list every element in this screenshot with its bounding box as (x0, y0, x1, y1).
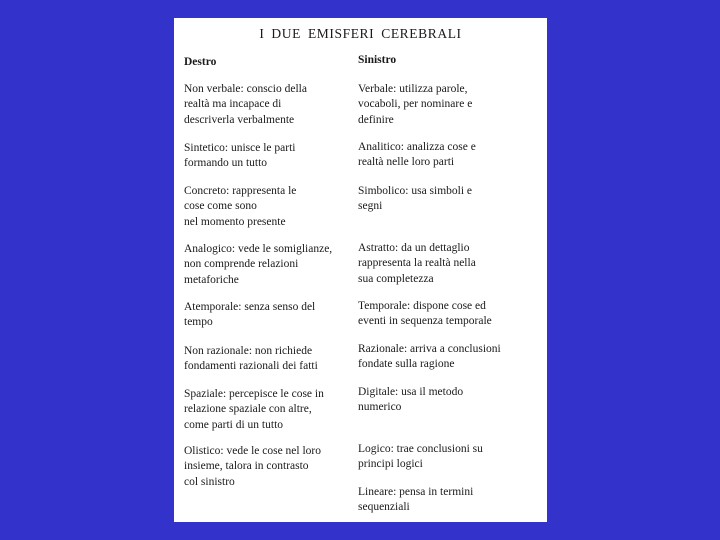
left-item-sintetico: Sintetico: unisce le parti formando un tutto (184, 142, 296, 170)
right-item-logico: Logico: trae conclusioni su principi logici (358, 443, 483, 471)
left-item-non-razionale: Non razionale: non richiede fondamenti razionali dei fatti (184, 345, 318, 373)
document-page (174, 18, 547, 522)
left-item-non-verbale: Non verbale: conscio della realtà ma incapace di descriverla verbalmente (184, 83, 307, 126)
left-item-spaziale: Spaziale: percepisce le cose in relazione spaziale con altre, come parti di un tutto (184, 388, 324, 431)
left-item-olistico: Olistico: vede le cose nel loro insieme, talora in contrasto col sinistro (184, 445, 322, 488)
left-item-concreto: Concreto: rappresenta le cose come sono nel momento presente (184, 185, 297, 228)
right-item-astratto: Astratto: da un dettaglio rappresenta la realtà nella sua completezza (358, 242, 476, 285)
left-column-heading: Destro (184, 56, 217, 68)
document-title: I DUE EMISFERI CEREBRALI (259, 26, 462, 41)
right-column-heading: Sinistro (358, 54, 397, 66)
left-item-analogico: Analogico: vede le somiglianze, non comprende relazioni metaforiche (184, 243, 333, 286)
right-item-temporale: Temporale: dispone cose ed eventi in sequenza temporale (358, 300, 492, 328)
right-item-digitale: Digitale: usa il metodo numerico (358, 386, 464, 414)
right-item-analitico: Analitico: analizza cose e realtà nelle loro parti (358, 141, 476, 169)
right-item-lineare: Lineare: pensa in termini sequenziali (358, 486, 474, 514)
left-item-atemporale: Atemporale: senza senso del tempo (184, 301, 316, 329)
right-item-verbale: Verbale: utilizza parole, vocaboli, per nominare e definire (358, 83, 473, 126)
right-item-simbolico: Simbolico: usa simboli e segni (358, 185, 473, 213)
right-item-razionale: Razionale: arriva a conclusioni fondate sulla ragione (358, 343, 501, 371)
